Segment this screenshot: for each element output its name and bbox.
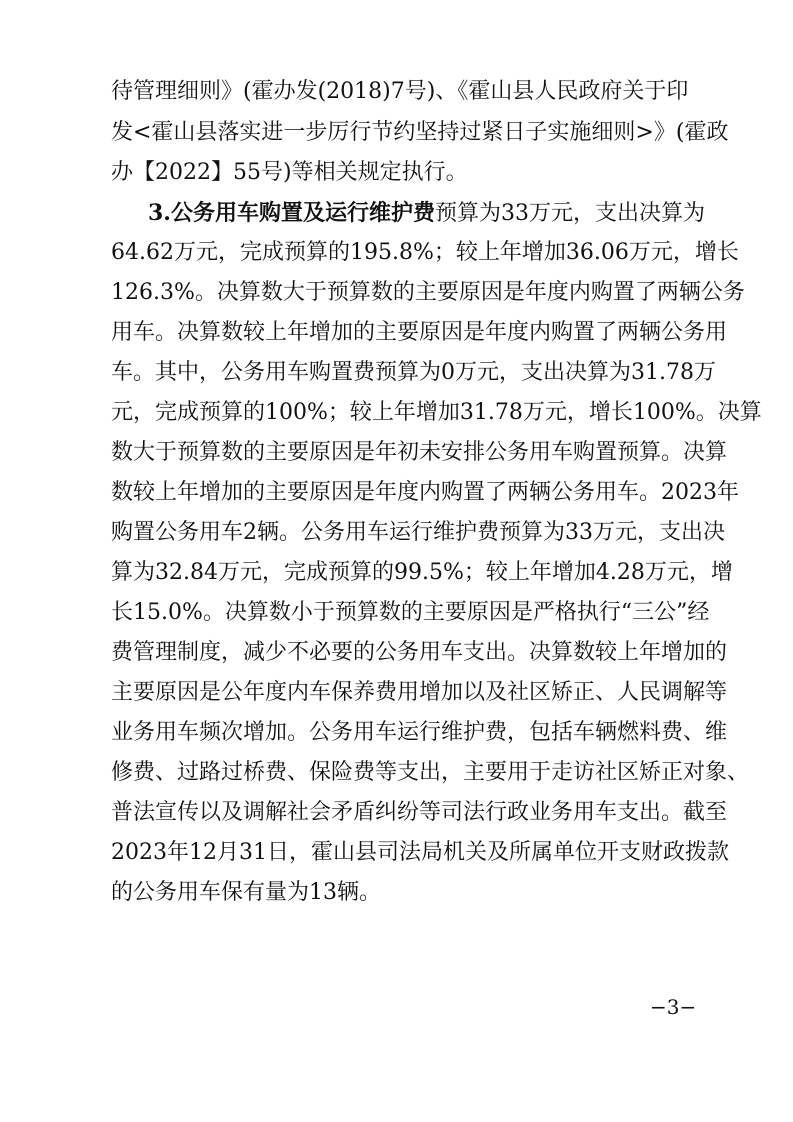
text-line-14: 算为32.84万元，完成预算的99.5%；较上年增加4.28万元，增 [111, 560, 733, 585]
text-line-11: 数大于预算数的主要原因是年初未安排公务用车购置预算。决算 [111, 440, 728, 465]
text-line-19: 修费、过路过桥费、保险费等支出，主要用于走访社区矫正对象、 [111, 760, 750, 785]
text-line-17: 主要原因是公年度内车保养费用增加以及社区矫正、人民调解等 [111, 680, 728, 705]
text-line-21: 2023年12月31日，霍山县司法局机关及所属单位开支财政拨款 [111, 840, 729, 865]
text-line-18: 业务用车频次增加。公务用车运行维护费，包括车辆燃料费、维 [111, 720, 728, 745]
section-heading: 3.公务用车购置及运行维护费 [148, 200, 435, 226]
section-heading-continuation: 预算为33万元，支出决算为 [434, 201, 705, 226]
page-number: −3− [650, 995, 697, 1019]
text-line-15: 长15.0%。决算数小于预算数的主要原因是严格执行“三公”经 [111, 600, 710, 625]
text-line-7: 126.3%。决算数大于预算数的主要原因是年度内购置了两辆公务 [111, 280, 745, 305]
text-line-16: 费管理制度，减少不必要的公务用车支出。决算数较上年增加的 [111, 640, 728, 665]
text-line-10: 元，完成预算的100%；较上年增加31.78万元，增长100%。决算 [111, 400, 762, 425]
text-line-1: 待管理细则》(霍办发(2018)7号)、《霍山县人民政府关于印 [111, 79, 689, 104]
text-line-6: 64.62万元，完成预算的195.8%；较上年增加36.06万元，增长 [111, 240, 739, 265]
text-line-2: 发<霍山县落实进一步厉行节约坚持过紧日子实施细则>》(霍政 [111, 120, 729, 145]
text-line-22: 的公务用车保有量为13辆。 [111, 880, 381, 905]
section-paragraph-start [148, 195, 705, 231]
text-line-20: 普法宣传以及调解社会矛盾纠纷等司法行政业务用车支出。截至 [111, 800, 728, 825]
text-line-8: 用车。决算数较上年增加的主要原因是年度内购置了两辆公务用 [111, 320, 728, 345]
text-line-13: 购置公务用车2辆。公务用车运行维护费预算为33万元，支出决 [111, 520, 725, 545]
text-line-9: 车。其中，公务用车购置费预算为0万元，支出决算为31.78万 [111, 360, 716, 385]
text-line-3: 办【2022】55号)等相关规定执行。 [111, 160, 468, 185]
text-line-12: 数较上年增加的主要原因是年度内购置了两辆公务用车。2023年 [111, 480, 739, 505]
